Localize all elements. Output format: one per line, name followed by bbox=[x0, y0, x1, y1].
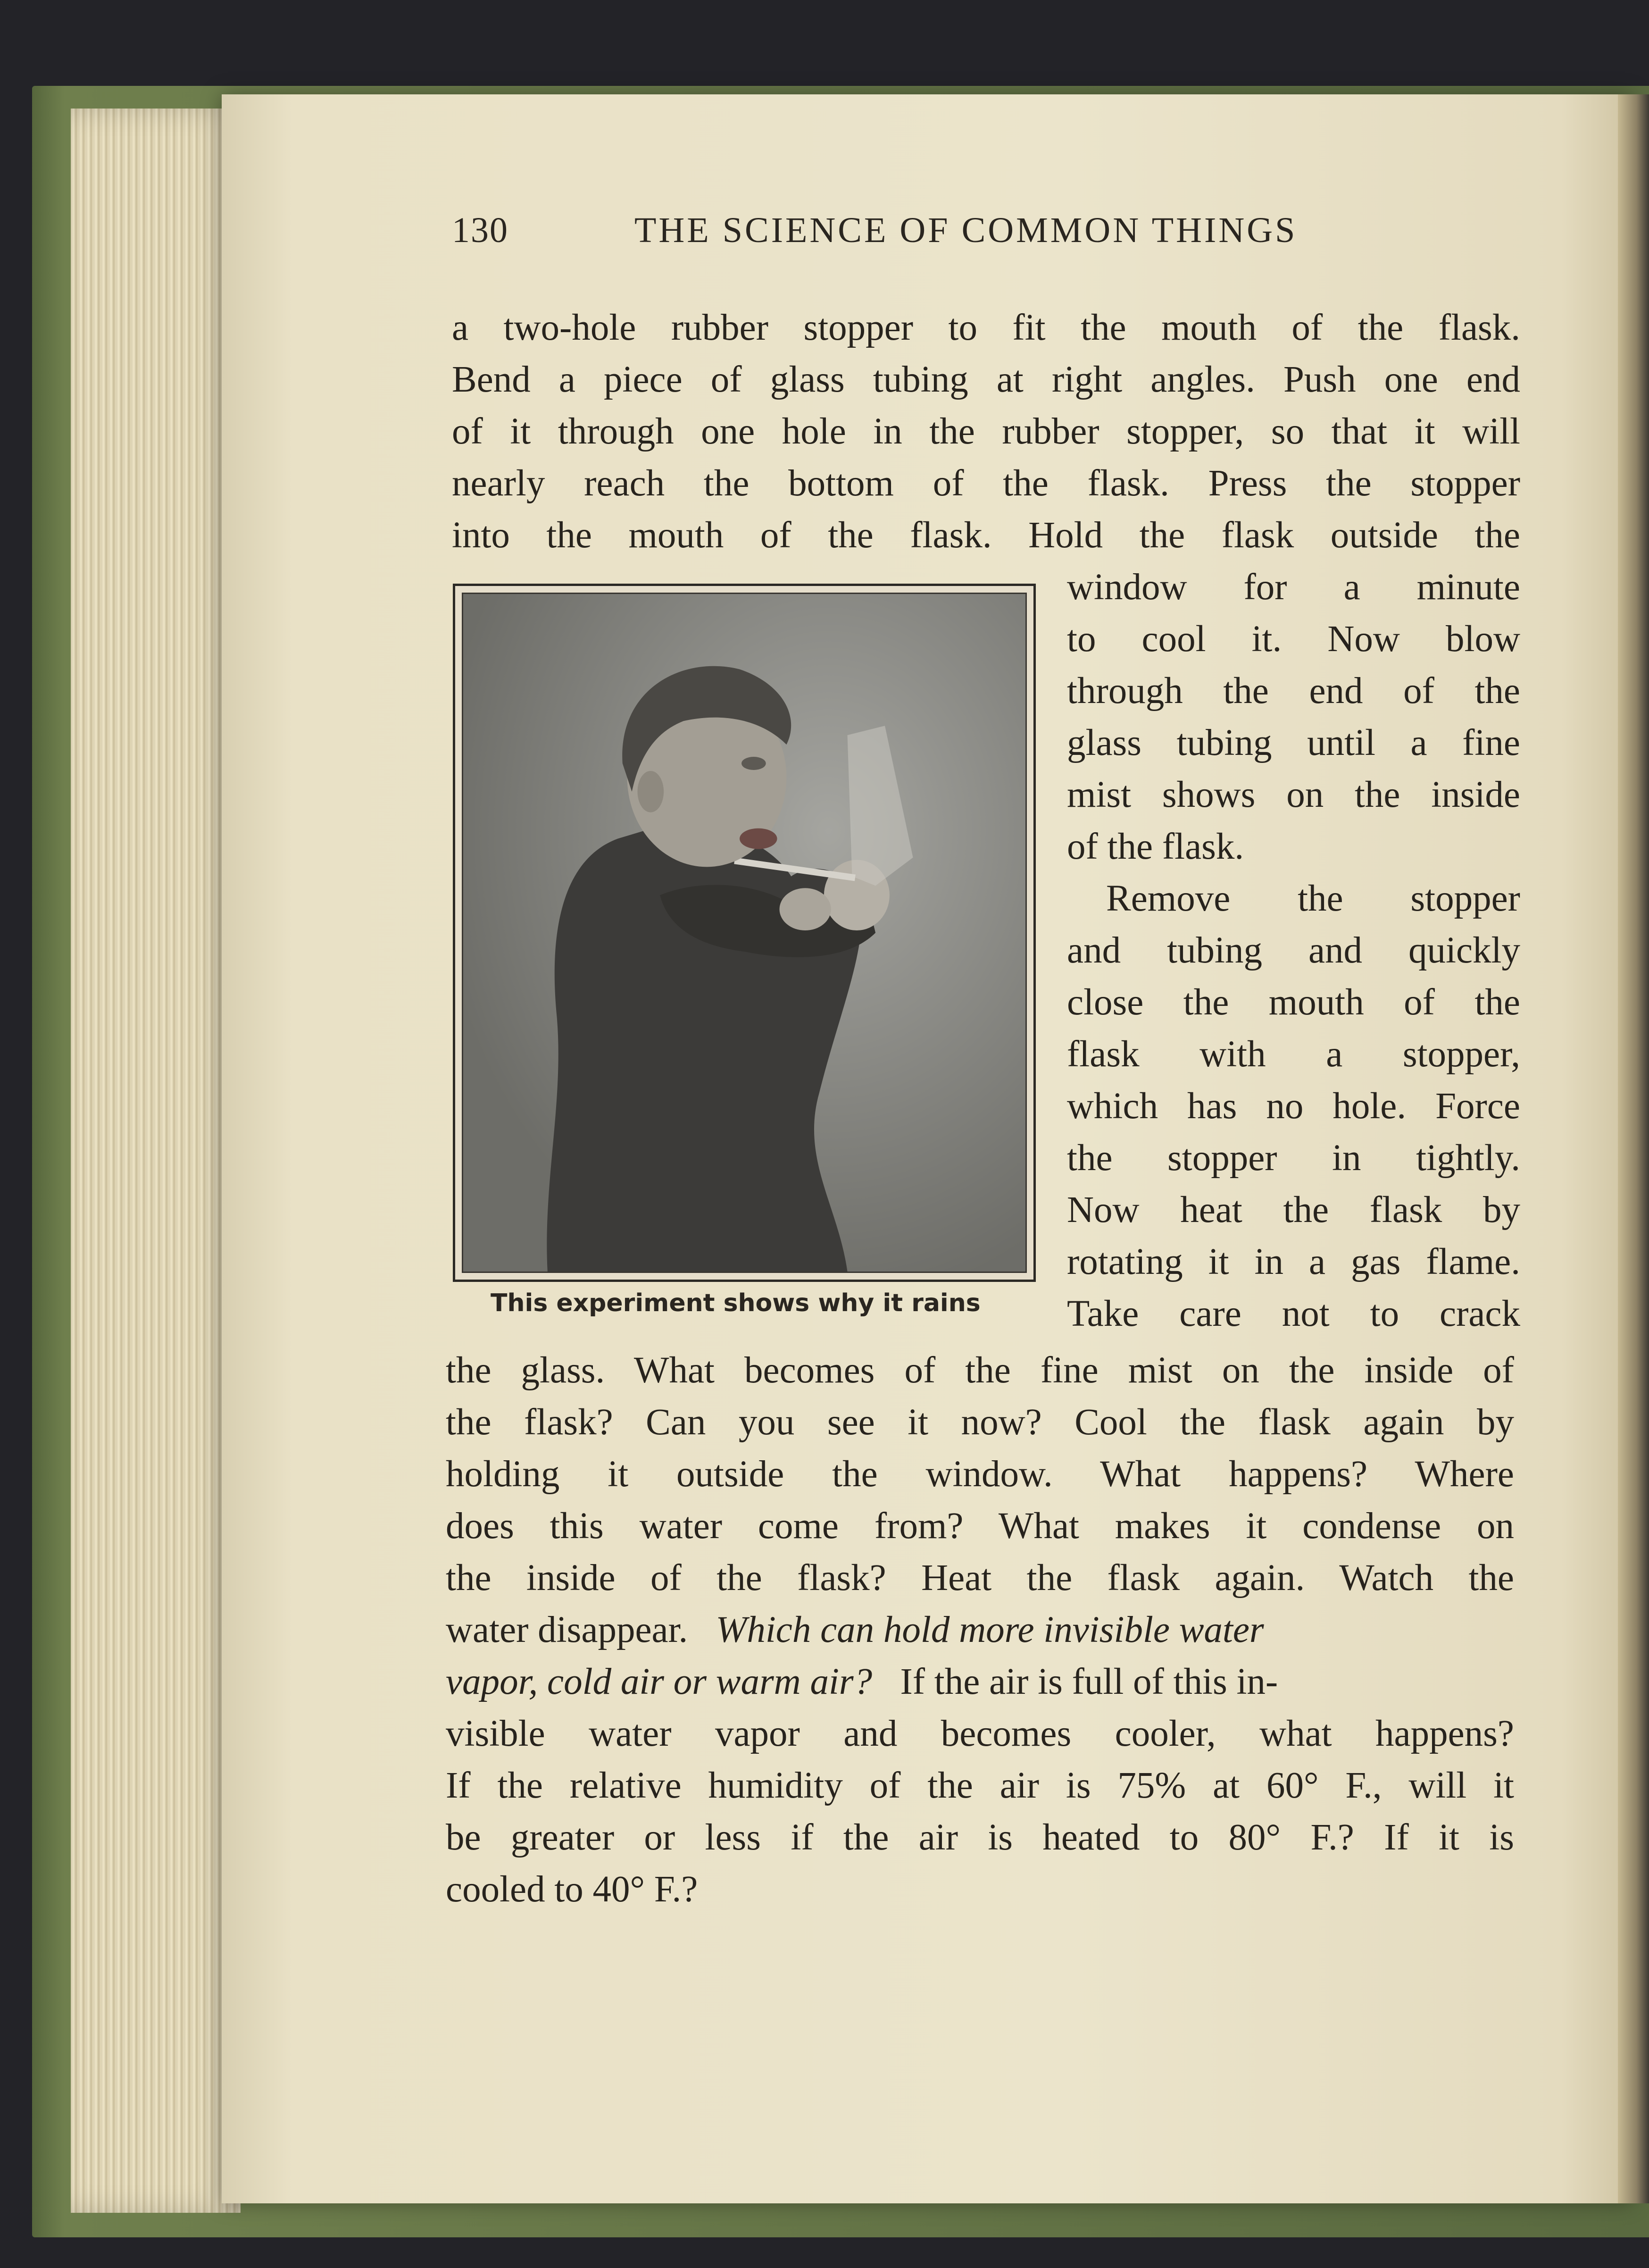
page-gutter-shadow bbox=[1618, 94, 1649, 2203]
boy-with-flask-illustration bbox=[463, 594, 1025, 1272]
body-text: water disappear. bbox=[446, 1609, 688, 1650]
body-line: close the mouth of the bbox=[1067, 982, 1520, 1023]
figure-caption: This experiment shows why it rains bbox=[491, 1289, 981, 1317]
body-line: the glass. What becomes of the fine mist on the inside of bbox=[446, 1350, 1514, 1391]
body-line: into the mouth of the flask. Hold the flask outside the bbox=[452, 515, 1520, 556]
page-number: 130 bbox=[452, 210, 508, 250]
body-line: a two-hole rubber stopper to fit the mouth of the flask. bbox=[452, 307, 1520, 348]
body-line: Remove the stopper bbox=[1106, 878, 1520, 919]
body-line: mist shows on the inside bbox=[1067, 774, 1520, 815]
body-line: through the end of the bbox=[1067, 670, 1520, 711]
body-line: If the relative humidity of the air is 75% at 60° F., will it bbox=[446, 1765, 1514, 1806]
body-line: of it through one hole in the rubber stopper, so that it will bbox=[452, 411, 1520, 452]
body-line: nearly reach the bottom of the flask. Press the stopper bbox=[452, 463, 1520, 504]
body-line: flask with a stopper, bbox=[1067, 1034, 1520, 1075]
body-line: Bend a piece of glass tubing at right angles. Push one end bbox=[452, 359, 1520, 400]
photo-boy-blowing-into-flask bbox=[462, 593, 1027, 1273]
body-text: If the air is full of this in- bbox=[900, 1661, 1278, 1702]
body-line: which has no hole. Force bbox=[1067, 1086, 1520, 1127]
body-line-mixed bbox=[446, 1611, 1514, 1649]
body-line: rotating it in a gas flame. bbox=[1067, 1241, 1520, 1282]
body-line: glass tubing until a fine bbox=[1067, 722, 1520, 763]
body-line: and tubing and quickly bbox=[1067, 930, 1520, 971]
body-line: Take care not to crack bbox=[1067, 1293, 1520, 1334]
body-line: the stopper in tightly. bbox=[1067, 1138, 1520, 1179]
running-head: THE SCIENCE OF COMMON THINGS bbox=[634, 210, 1298, 250]
body-line: holding it outside the window. What happens? Where bbox=[446, 1454, 1514, 1495]
body-line: the inside of the flask? Heat the flask again. Watch the bbox=[446, 1557, 1514, 1598]
body-line: the flask? Can you see it now? Cool the flask again by bbox=[446, 1402, 1514, 1443]
body-line: be greater or less if the air is heated to 80° F.? If it is bbox=[446, 1817, 1514, 1858]
italic-question: vapor, cold air or warm air? bbox=[446, 1661, 873, 1702]
italic-question: Which can hold more invisible water bbox=[716, 1609, 1264, 1650]
body-line-mixed bbox=[446, 1663, 1514, 1700]
page-edges bbox=[71, 109, 241, 2213]
body-line: cooled to 40° F.? bbox=[446, 1869, 698, 1910]
figure-frame bbox=[453, 584, 1036, 1282]
body-line: window for a minute bbox=[1067, 567, 1520, 608]
body-line: Now heat the flask by bbox=[1067, 1189, 1520, 1230]
body-line: does this water come from? What makes it condense on bbox=[446, 1506, 1514, 1547]
body-line: of the flask. bbox=[1067, 826, 1244, 867]
body-line: to cool it. Now blow bbox=[1067, 619, 1520, 660]
body-line: visible water vapor and becomes cooler, what happens? bbox=[446, 1713, 1514, 1754]
